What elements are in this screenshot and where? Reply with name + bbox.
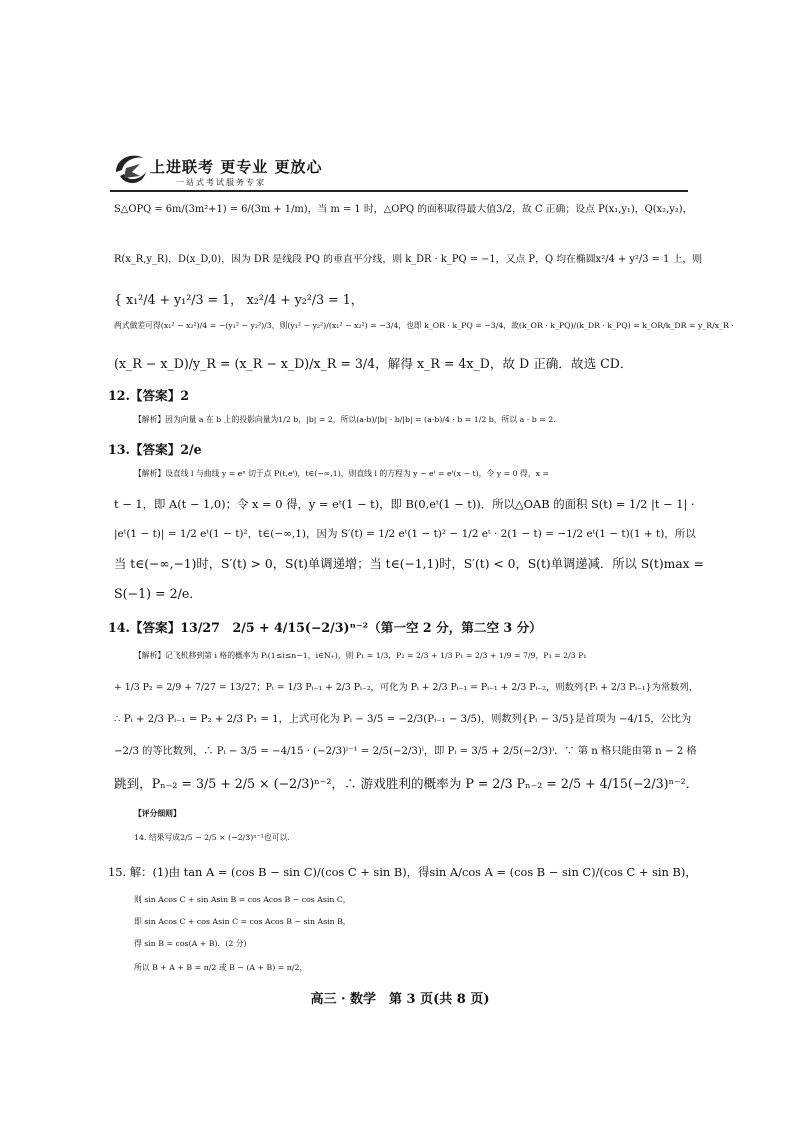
text-line: t − 1，即 A(t − 1,0)；令 x = 0 得，y = eᵗ(1 − t)，即 B(0,eᵗ(1 − t))．所以△OAB 的面积 S(t) = 1/2 |t − 1| · <box>114 497 695 511</box>
text-line: (x_R − x_D)/y_R = (x_R − x_D)/x_R = 3/4，解得 x_R = 4x_D，故 D 正确．故选 CD． <box>114 356 633 371</box>
analysis-14: 【解析】记飞机移到第 i 格的概率为 Pᵢ(1≤i≤n−1，i∈N₊)，则 P₁ = 1/3，P₂ = 2/3 + 1/3 P₁ = 2/3 + 1/9 = 7/9，P₃ = 2/3 P₁ <box>134 651 587 660</box>
system-of-equations: { x₁²/4 + y₁²/3 = 1， x₂²/4 + y₂²/3 = 1， <box>114 292 364 307</box>
text-line: R(x_R,y_R)，D(x_D,0)，因为 DR 是线段 PQ 的垂直平分线，则 k_DR · k_PQ = −1，又点 P，Q 均在椭圆x²/4 + y²/3 = 1 上，则 <box>114 254 703 265</box>
solution-15-start: 15. 解：(1)由 tan A = (cos B − sin C)/(cos C + sin B)，得sin A/cos A = (cos B − sin C)/(cos C + sin B)， <box>108 865 697 879</box>
text-line: 即 sin Acos C + cos Asin C = cos Acos B − sin Asin B， <box>134 917 351 926</box>
analysis-12: 【解析】因为向量 a 在 b 上的投影向量为1/2 b，|b| = 2，所以(a·b)/|b| · b/|b| = (a·b)/4 · b = 1/2 b，所以 a · b = 2． <box>134 415 561 424</box>
brand-slogan: 上进联考 更专业 更放心 <box>150 158 323 176</box>
text-line: + 1/3 P₂ = 2/9 + 7/27 = 13/27；Pᵢ = 1/3 Pᵢ₋₁ + 2/3 Pᵢ₋₂，可化为 Pᵢ + 2/3 Pᵢ₋₁ = Pᵢ₋₁ + 2/3 Pᵢ₋₂，则数列{Pᵢ + 2/3 Pᵢ₋₁}为常数列， <box>114 682 699 693</box>
scoring-rules-heading: 【评分细则】 <box>134 809 181 818</box>
header-divider <box>110 190 688 192</box>
text-line: 则 sin Acos C + sin Asin B = cos Acos B − cos Asin C， <box>134 895 351 904</box>
text-line: −2/3 的等比数列，∴ Pᵢ − 3/5 = −4/15 · (−2/3)ⁱ⁻¹ = 2/5(−2/3)ⁱ，即 Pᵢ = 3/5 + 2/5(−2/3)ⁱ．∵ 第 n 格只能由第 n − 2 格 <box>114 746 697 757</box>
text-line: 所以 B + A + B = π/2 或 B − (A + B) = π/2， <box>134 963 308 972</box>
text-line: 跳到，Pₙ₋₂ = 3/5 + 2/5 × (−2/3)ⁿ⁻²，∴ 游戏胜利的概率为 P = 2/3 Pₙ₋₂ = 2/5 + 4/15(−2/3)ⁿ⁻²． <box>114 776 699 791</box>
answer-heading-14: 14.【答案】13/27 2/5 + 4/15(−2/3)ⁿ⁻²（第一空 2 分，第二空 3 分） <box>108 620 542 635</box>
brand-logo-icon <box>110 150 150 190</box>
text-line: 两式做差可得(x₁² − x₂²)/4 = −(y₁² − y₂²)/3，则(y₁² − y₂²)/(x₁² − x₂²) = −3/4，也即 k_OR · k_PQ = −3/4，故(k_OR · k_PQ)/(k_DR · k_PQ) = k_OR/k_DR = y_R/x_R · <box>114 321 734 330</box>
text-line: S(−1) = 2/e． <box>114 586 202 601</box>
answer-heading-12: 12.【答案】2 <box>108 388 190 403</box>
analysis-13: 【解析】设直线 l 与曲线 y = eˣ 切于点 P(t,eᵗ)，t∈(−∞,1)，则直线 l 的方程为 y − eᵗ = eᵗ(x − t)，令 y = 0 得，x = <box>134 469 550 478</box>
text-line: ∴ Pᵢ + 2/3 Pᵢ₋₁ = P₂ + 2/3 P₁ = 1，上式可化为 Pᵢ − 3/5 = −2/3(Pᵢ₋₁ − 3/5)，则数列{Pᵢ − 3/5}是首项为 −4/15，公比为 <box>114 714 692 725</box>
text-line: |eᵗ(1 − t)| = 1/2 eᵗ(1 − t)²，t∈(−∞,1)，因为 S′(t) = 1/2 eᵗ(1 − t)² − 1/2 eᵗ · 2(1 − t) = −1/2 eᵗ(1 − t)(1 + t)，所以 <box>114 528 696 540</box>
answer-heading-13: 13.【答案】2/e <box>108 442 202 457</box>
text-line: 当 t∈(−∞,−1)时，S′(t) > 0，S(t)单调递增；当 t∈(−1,1)时，S′(t) < 0，S(t)单调递减．所以 S(t)max = <box>114 557 704 571</box>
page-header <box>110 150 690 192</box>
scoring-rule-14: 14. 结果写成2/5 − 2/5 × (−2/3)ⁿ⁻¹也可以． <box>134 833 296 842</box>
text-line: S△OPQ = 6m/(3m²+1) = 6/(3m + 1/m)，当 m = 1 时，△OPQ 的面积取得最大值3/2，故 C 正确；设点 P(x₁,y₁)，Q(x₂,y₂)， <box>114 204 693 215</box>
text-line: 得 sin B = cos(A + B)．(2 分) <box>134 939 247 948</box>
page-footer: 高三 · 数学 第 3 页(共 8 页) <box>310 992 490 1007</box>
brand-tagline: 一站式考试服务专家 <box>176 178 266 187</box>
